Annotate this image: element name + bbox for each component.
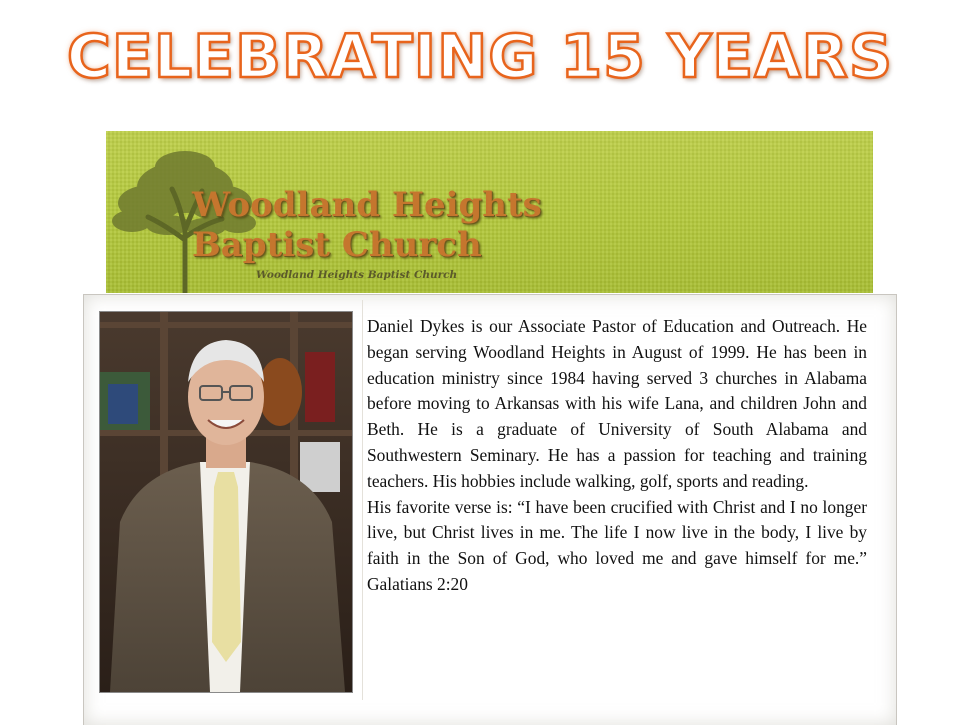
church-name: [192, 185, 542, 265]
favorite-verse: His favorite verse is: “I have been crucified with Christ and I no longer live, but Christ lives in me. The life I now live in the body, I live by faith in the Son of God, who loved me and gave himself for me.” Galatians 2:20: [367, 496, 867, 594]
card-divider: [362, 300, 363, 700]
slide-title: CELEBRATING 15 YEARS: [66, 22, 894, 92]
bio-paragraph: Daniel Dykes is our Associate Pastor of Education and Outreach. He began serving Woodland Heights in August of 1999. He has been in education ministry since 1984 having served 3 churches in Alabama before moving to Arkansas with his wife Lana, and children John and Beth. He is a graduate of University of South Alabama and Southwestern Seminary. He has a passion for teaching and training teachers. His hobbies include walking, golf, sports and reading.: [367, 316, 867, 491]
church-banner: [106, 131, 873, 293]
church-name-line1: Woodland Heights: [192, 185, 542, 225]
pastor-bio: [367, 314, 867, 598]
pastor-photo: [99, 311, 353, 693]
church-subtitle: Woodland Heights Baptist Church: [256, 269, 458, 281]
church-name-line2: Baptist Church: [192, 225, 482, 265]
pastor-portrait-image: [100, 312, 352, 692]
